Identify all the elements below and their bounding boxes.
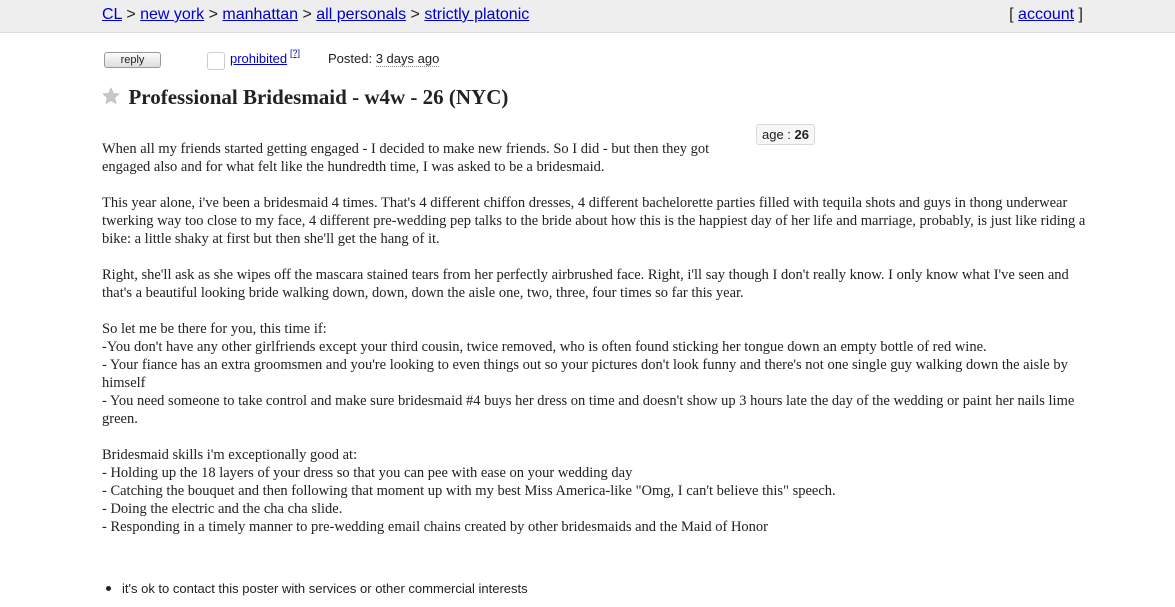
posting-body: [102, 140, 1087, 536]
body-paragraph: [102, 140, 742, 176]
body-line: When all my friends started getting engaged - I decided to make new friends. So I did - but then they got engaged also and for what felt like the hundredth time, I was asked to be a bridesmaid.: [102, 141, 710, 175]
body-line: - You need someone to take control and make sure bridesmaid #4 buys her dress on time and doesn't show up 3 hours late the day of the wedding or paint her nails lime green.: [102, 393, 1075, 427]
breadcrumb-separator: >: [302, 6, 312, 23]
top-bar: [0, 0, 1175, 33]
body-line: - Holding up the 18 layers of your dress so that you can pee with ease on your wedding day: [102, 465, 633, 481]
notice-item: it's ok to contact this poster with services or other commercial interests: [122, 581, 528, 596]
account-area: [1009, 5, 1083, 25]
breadcrumb-separator: >: [410, 6, 420, 23]
posting-title: Professional Bridesmaid - w4w - 26 (NYC): [128, 85, 509, 109]
body-line: This year alone, i've been a bridesmaid 4 times. That's 4 different chiffon dresses, 4 different bachelorette parties filled with tequila shots and guys in thong underwear twerking way too close to my face, 4 different pre-wedding pep talks to the bride about how this is the happiest day of her life and marriage, probably, is just like riding a bike: a little shaky at first but then she'll get the hang of it.: [102, 195, 1086, 247]
body-line: - Catching the bouquet and then following that moment up with my best Miss America-like "Omg, I can't believe this" speech.: [102, 483, 836, 499]
breadcrumb-manhattan[interactable]: manhattan: [222, 6, 298, 23]
prohibited-help-link[interactable]: [?]: [290, 48, 301, 58]
prohibited-checkbox[interactable]: [207, 52, 225, 70]
body-paragraph: [102, 266, 1087, 302]
posted-date: [328, 51, 439, 67]
posted-label: Posted:: [328, 51, 373, 66]
breadcrumb-separator: >: [208, 6, 218, 23]
star-icon[interactable]: [102, 87, 120, 105]
body-paragraph: [102, 320, 1087, 428]
reply-button[interactable]: reply: [104, 52, 161, 68]
breadcrumb: [102, 5, 529, 25]
body-line: -You don't have any other girlfriends except your third cousin, twice removed, who is often found sticking her tongue down an empty bottle of red wine.: [102, 339, 987, 355]
body-line: - Doing the electric and the cha cha slide.: [102, 501, 343, 517]
bullet-icon: [106, 586, 111, 591]
body-paragraph: [102, 194, 1087, 248]
account-close-bracket: ]: [1078, 6, 1083, 23]
prohibited-link[interactable]: prohibited: [230, 51, 288, 66]
account-link[interactable]: account: [1018, 6, 1075, 23]
breadcrumb-all-personals[interactable]: all personals: [316, 6, 407, 23]
account-open-bracket: [: [1009, 6, 1014, 23]
posted-value: 3 days ago: [375, 51, 440, 66]
body-line: - Your fiance has an extra groomsmen and you're looking to even things out so your pictures don't look funny and there's not one single guy walking down the aisle by himself: [102, 357, 1068, 391]
body-line: - Responding in a timely manner to pre-wedding email chains created by other bridesmaids and the Maid of Honor: [102, 519, 769, 535]
body-paragraph: [102, 446, 1087, 536]
posting-title-row: [102, 85, 508, 110]
notices-list: [106, 581, 528, 597]
body-line: Bridesmaid skills i'm exceptionally good at:: [102, 447, 358, 463]
breadcrumb-separator: >: [126, 6, 136, 23]
body-line: Right, she'll ask as she wipes off the mascara stained tears from her perfectly airbrushed face. Right, i'll say though I don't really know. I only know what I've seen and that's a beautiful looking bride walking down, down, down the aisle one, two, three, four times so far this year.: [102, 267, 1069, 301]
breadcrumb-new-york[interactable]: new york: [140, 6, 205, 23]
body-line: So let me be there for you, this time if:: [102, 321, 327, 337]
age-value: 26: [794, 127, 810, 142]
breadcrumb-cl[interactable]: CL: [102, 6, 122, 23]
age-label: age :: [762, 127, 791, 142]
breadcrumb-strictly-platonic[interactable]: strictly platonic: [424, 6, 530, 23]
